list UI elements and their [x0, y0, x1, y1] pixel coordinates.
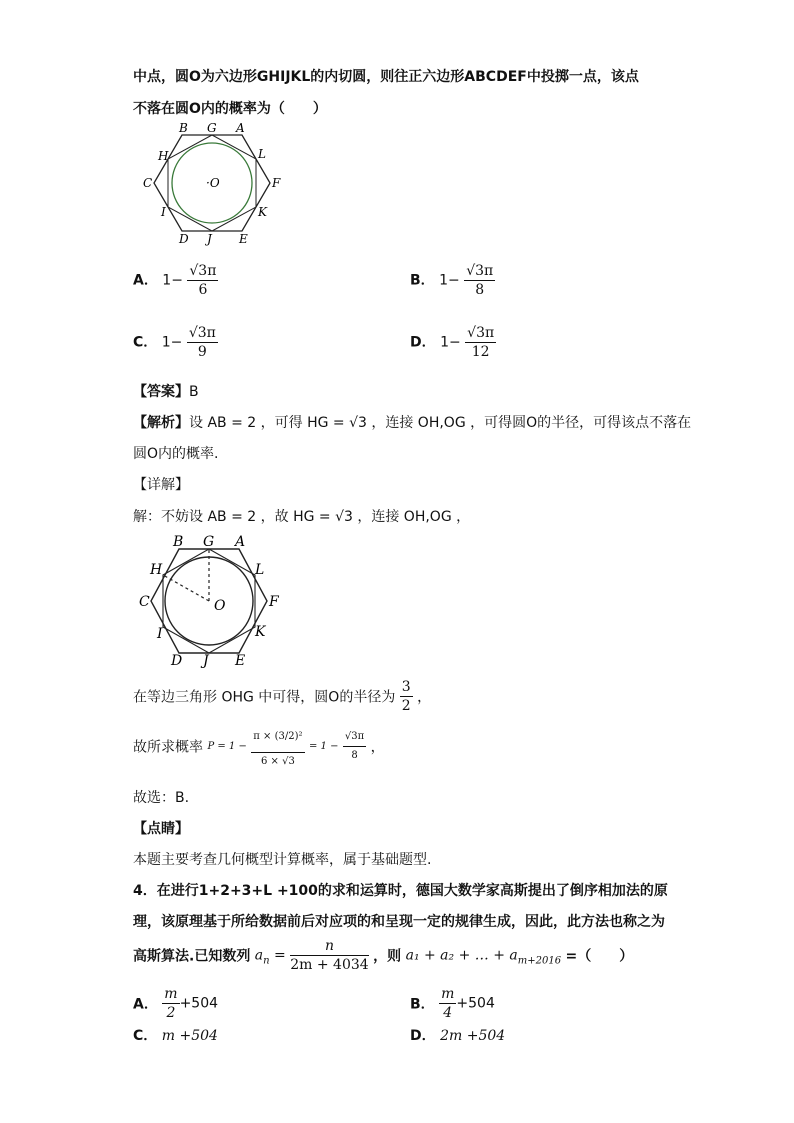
hexagon-figure-2: [135, 532, 295, 672]
fig1-label-b: B: [179, 121, 188, 135]
radius-line: 在等边三角形 OHG 中可得，圆O的半径为 $\frac{3}{2}$ ，: [133, 679, 432, 714]
q4-stem-line3: 高斯算法.已知数列 $a_n$ = $\frac{n}{2m + 4034}$ ，则 a₁ + a₂ + … + $a_{m+2016}$ =（ ）: [133, 938, 634, 973]
q4-option-a-fraction: $\frac{m}{2}$: [164, 986, 178, 1021]
probability-line: 故所求概率 P = 1 − $\frac{\text{π × (3/2)²}}{6 \times √3}$ = 1 − $\frac{√3\pi}{8}$ ，: [133, 722, 385, 771]
prob-result-fraction: $\frac{√3\pi}{8}$: [343, 728, 366, 765]
fig1-label-a: A: [236, 121, 245, 135]
fig2-label-f: F: [269, 594, 279, 610]
option-b-one-minus: 1−: [439, 272, 460, 289]
option-b-fraction: $\frac{√3\pi}{8}$: [466, 263, 494, 298]
comment-text: 本题主要考查几何概型计算概率，属于基础题型.: [133, 852, 432, 868]
q3-option-a[interactable]: [133, 262, 218, 299]
fig1-label-l: L: [258, 147, 266, 161]
detail-line1: 解：不妨设 AB = 2 ，故 HG = √3 ，连接 OH,OG ，: [133, 509, 471, 525]
option-a-one-minus: 1−: [162, 272, 183, 289]
option-d-one-minus: 1−: [440, 334, 461, 351]
fig2-label-c: C: [139, 594, 150, 610]
analysis-text-1: 设 AB = 2 ，可得 HG = √3 ，连接 OH,OG ，可得圆O的半径，可得该点不落在: [189, 415, 692, 431]
fig1-label-o: ·O: [206, 176, 220, 190]
fig2-label-g: G: [203, 534, 215, 550]
analysis-line1: [133, 412, 691, 432]
option-c-letter: C．: [133, 334, 158, 351]
answer-tag: 【答案】: [133, 384, 189, 400]
fig2-label-e: E: [235, 653, 246, 669]
q4-option-b[interactable]: B． $\frac{m}{4}$ +504: [410, 986, 495, 1021]
fig2-label-b: B: [173, 534, 184, 550]
option-b-letter: B．: [410, 272, 435, 289]
q3-stem-line1: 中点，圆O为六边形GHIJKL的内切圆，则往正六边形ABCDEF中投掷一点，该点: [133, 69, 639, 85]
q4-option-c[interactable]: C． m +504: [133, 1028, 218, 1044]
detail-tag: 【详解】: [133, 477, 189, 493]
fig1-label-e: E: [239, 232, 248, 246]
q4-stem-line2: 理，该原理基于所给数据前后对应项的和呈现一定的规律生成，因此，此方法也称之为: [133, 914, 665, 930]
fig2-label-l: L: [255, 562, 265, 578]
option-c-fraction: $\frac{√3\pi}{9}$: [188, 325, 216, 360]
q4-option-a[interactable]: A． $\frac{m}{2}$ +504: [133, 986, 219, 1021]
fig1-label-d: D: [179, 232, 189, 246]
option-a-fraction: $\frac{√3\pi}{6}$: [189, 263, 217, 298]
q3-option-d[interactable]: [410, 324, 496, 361]
seq-fraction: $\frac{n}{2m + 4034}$: [290, 938, 369, 973]
q4-stem-line1: 4．在进行1+2+3+L +100的求和运算时，德国大数学家高斯提出了倒序相加法的原: [133, 883, 668, 899]
fig1-label-k: K: [258, 205, 267, 219]
choose-line: 故选：B.: [133, 790, 190, 806]
fig2-label-j: J: [203, 653, 209, 669]
fig1-label-g: G: [207, 121, 217, 135]
hexagon-figure-1: [140, 118, 290, 250]
seq-a: a: [254, 947, 264, 964]
comment-tag: 【点睛】: [133, 821, 189, 837]
fig1-label-f: F: [272, 176, 281, 190]
q3-option-b[interactable]: [410, 262, 495, 299]
fig2-label-k: K: [255, 624, 266, 640]
fig1-label-h: H: [158, 149, 169, 163]
fig2-label-d: D: [171, 653, 183, 669]
option-c-one-minus: 1−: [161, 334, 183, 351]
prob-left: P = 1 −: [207, 741, 247, 752]
option-d-letter: D．: [410, 334, 436, 351]
analysis-line2: 圆O内的概率.: [133, 446, 219, 462]
radius-fraction: $\frac{3}{2}$: [401, 679, 411, 714]
option-a-letter: A．: [133, 272, 158, 289]
option-d-fraction: $\frac{√3\pi}{12}$: [467, 325, 495, 360]
q3-option-c[interactable]: [133, 324, 218, 361]
fig1-label-j: J: [207, 232, 212, 246]
prob-right: = 1 −: [308, 741, 339, 752]
q3-stem-line2: 不落在圆O内的概率为（ ）: [133, 101, 327, 117]
sum-expression: a₁ + a₂ + … + a: [405, 947, 518, 964]
q4-option-b-fraction: $\frac{m}{4}$: [441, 986, 455, 1021]
prob-main-fraction: $\frac{\text{π × (3/2)²}}{6 \times √3}$: [251, 722, 304, 771]
answer-value: B: [189, 384, 199, 400]
fig1-label-i: I: [161, 205, 166, 219]
fig1-label-c: C: [143, 176, 153, 190]
fig2-label-i: I: [157, 626, 163, 642]
q4-option-d[interactable]: D． 2m +504: [410, 1028, 506, 1044]
analysis-tag: 【解析】: [133, 415, 189, 431]
fig2-label-h: H: [150, 562, 163, 578]
fig2-label-o: O: [214, 598, 226, 614]
fig2-label-a: A: [235, 534, 246, 550]
answer-line: [133, 381, 199, 401]
